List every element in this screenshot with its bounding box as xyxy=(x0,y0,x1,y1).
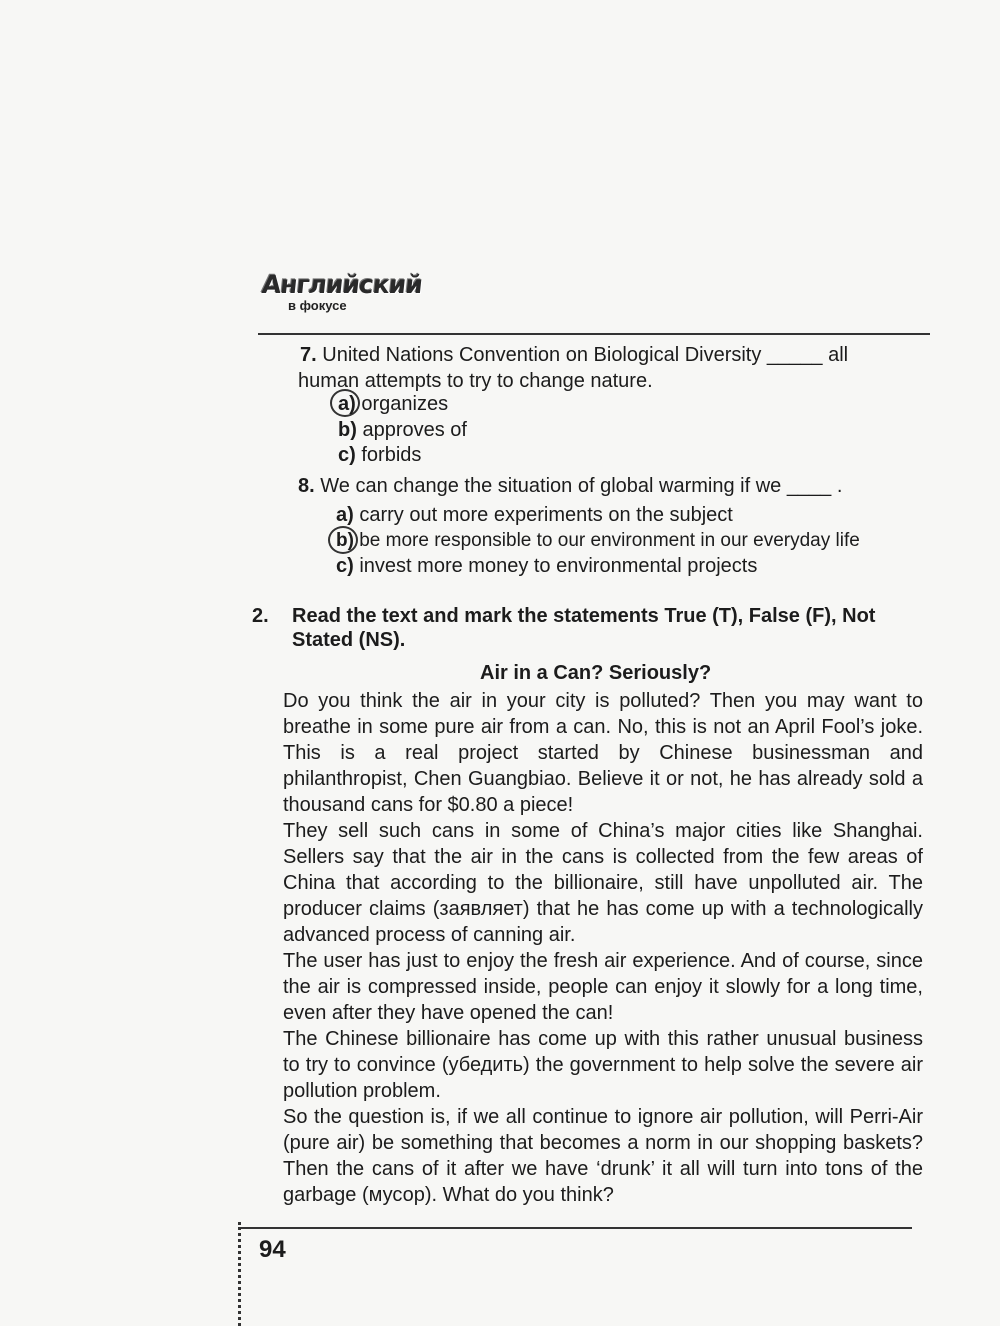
question-7-stem-line2: human attempts to try to change nature. xyxy=(298,370,653,392)
reading-passage xyxy=(283,688,923,1208)
option-text: forbids xyxy=(361,444,422,466)
question-8-option-a[interactable] xyxy=(336,503,733,527)
passage-title: Air in a Can? Seriously? xyxy=(480,662,712,684)
passage-paragraph-1: Do you think the air in your city is polluted? Then you may want to breathe in some pure air from a can. No, this is not an April Fool’s joke. This is a real project started by Chinese businessman and philanthropist, Chen Guangbiao. Believe it or not, he has already sold a thousand cans for $0.80 a piece! xyxy=(283,690,923,816)
question-8-number: 8. xyxy=(298,475,315,497)
option-text: approves of xyxy=(362,419,467,441)
option-text: invest more money to environmental projects xyxy=(359,555,758,577)
passage-paragraph-4: The Chinese billionaire has come up with this rather unusual business to try to convince (убедить) the government to help solve the severe air pollution problem. xyxy=(283,1028,923,1102)
passage-paragraph-2: They sell such cans in some of China’s major cities like Shanghai. Sellers say that the air in the cans is collected from the few areas of China that according to the billionaire, still have unpolluted air. The producer claims (заявляет) that he has come up with a technologically advanced process of canning air. xyxy=(283,820,923,946)
question-7-option-a[interactable] xyxy=(338,392,448,416)
passage-paragraph-5: So the question is, if we all continue to ignore air pollution, will Perri-Air (pure air) be something that becomes a norm in our shopping baskets? Then the cans of it after we have ‘drunk’ it all will turn into tons of the garbage (мусор). What do you think? xyxy=(283,1106,923,1206)
option-letter: a) xyxy=(338,393,356,415)
option-text: be more responsible to our environment in our everyday life xyxy=(359,530,860,551)
logo-title: Английский xyxy=(260,270,424,299)
option-letter: b) xyxy=(336,530,354,551)
task-2-number: 2. xyxy=(252,605,269,627)
question-8-option-b[interactable] xyxy=(336,529,860,553)
question-7-number: 7. xyxy=(300,344,317,366)
textbook-logo xyxy=(260,270,424,316)
passage-paragraph-3: The user has just to enjoy the fresh air experience. And of course, since the air is compressed inside, people can enjoy it slowly for a long time, even after they have opened the can! xyxy=(283,950,923,1024)
option-letter: a) xyxy=(336,504,354,526)
question-7-stem-line1 xyxy=(300,343,848,367)
question-7-option-b[interactable] xyxy=(338,418,467,442)
page-number: 94 xyxy=(259,1236,286,1263)
option-text: organizes xyxy=(361,393,449,415)
question-7-option-c[interactable] xyxy=(338,443,421,467)
task-2-instruction: Read the text and mark the statements True (T), False (F), Not Stated (NS). xyxy=(292,605,876,651)
footer-divider xyxy=(238,1227,912,1229)
header-divider xyxy=(258,333,930,335)
option-letter: c) xyxy=(336,555,354,577)
question-8-text: We can change the situation of global warming if we ____ . xyxy=(320,475,843,497)
option-letter: b) xyxy=(338,419,357,441)
cut-line xyxy=(238,1222,241,1326)
option-text: carry out more experiments on the subject xyxy=(359,504,733,526)
question-7-text: United Nations Convention on Biological Diversity _____ all xyxy=(322,344,849,366)
option-letter: c) xyxy=(338,444,356,466)
question-8-option-c[interactable] xyxy=(336,554,757,578)
logo-subtitle: в фокусе xyxy=(288,298,347,313)
question-8-stem xyxy=(298,474,842,498)
